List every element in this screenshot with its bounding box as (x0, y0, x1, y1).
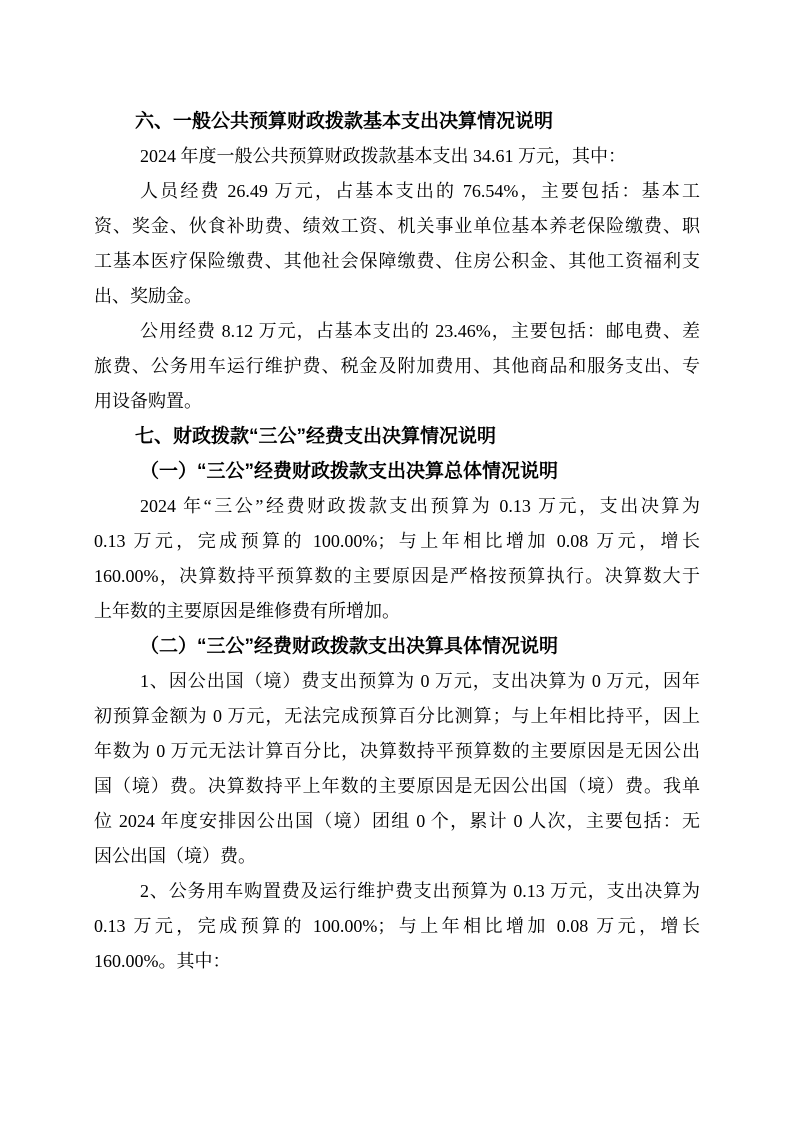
section-7-2-heading: （二）“三公”经费财政拨款支出决算具体情况说明 (140, 636, 559, 657)
paragraph-line: 人员经费 26.49 万元，占基本支出的 76.54%，主要包括：基本工 (140, 181, 700, 201)
paragraph-line: 工基本医疗保险缴费、其他社会保障缴费、住房公积金、其他工资福利支 (94, 251, 700, 271)
paragraph-line: 0.13 万元，完成预算的 100.00%；与上年相比增加 0.08 万元，增长 (94, 916, 700, 936)
paragraph-line: 2024 年“三公”经费财政拨款支出预算为 0.13 万元，支出决算为 (140, 496, 700, 516)
section-7-heading: 七、财政拨款“三公”经费支出决算情况说明 (135, 426, 497, 447)
paragraph-line: 出、奖励金。 (94, 286, 202, 306)
document-content (94, 104, 700, 979)
paragraph-line: 160.00%，决算数持平预算数的主要原因是严格按预算执行。决算数大于 (94, 566, 700, 586)
paragraph-line: 2、公务用车购置费及运行维护费支出预算为 0.13 万元，支出决算为 (140, 881, 700, 901)
section-7-1-heading: （一）“三公”经费财政拨款支出决算总体情况说明 (140, 461, 559, 482)
paragraph-line: 1、因公出国（境）费支出预算为 0 万元，支出决算为 0 万元，因年 (140, 671, 700, 691)
paragraph-line: 年数为 0 万元无法计算百分比，决算数持平预算数的主要原因是无因公出 (94, 741, 700, 761)
paragraph-line: 初预算金额为 0 万元，无法完成预算百分比测算；与上年相比持平，因上 (94, 706, 700, 726)
paragraph-line: 0.13 万元，完成预算的 100.00%；与上年相比增加 0.08 万元，增长 (94, 531, 700, 551)
paragraph-line: 公用经费 8.12 万元，占基本支出的 23.46%，主要包括：邮电费、差 (140, 321, 700, 341)
section-6-heading: 六、一般公共预算财政拨款基本支出决算情况说明 (135, 111, 554, 132)
paragraph-line: 国（境）费。决算数持平上年数的主要原因是无因公出国（境）费。我单 (94, 776, 700, 796)
paragraph-line: 用设备购置。 (94, 391, 202, 411)
paragraph-line: 旅费、公务用车运行维护费、税金及附加费用、其他商品和服务支出、专 (94, 356, 700, 376)
paragraph-line: 160.00%。其中： (94, 951, 231, 971)
paragraph-line: 因公出国（境）费。 (94, 846, 256, 866)
paragraph-line: 上年数的主要原因是维修费有所增加。 (94, 601, 400, 621)
paragraph-line: 资、奖金、伙食补助费、绩效工资、机关事业单位基本养老保险缴费、职 (94, 216, 700, 236)
paragraph-line: 位 2024 年度安排因公出国（境）团组 0 个，累计 0 人次，主要包括：无 (94, 811, 700, 831)
paragraph-line: 2024 年度一般公共预算财政拨款基本支出 34.61 万元，其中： (140, 146, 626, 166)
